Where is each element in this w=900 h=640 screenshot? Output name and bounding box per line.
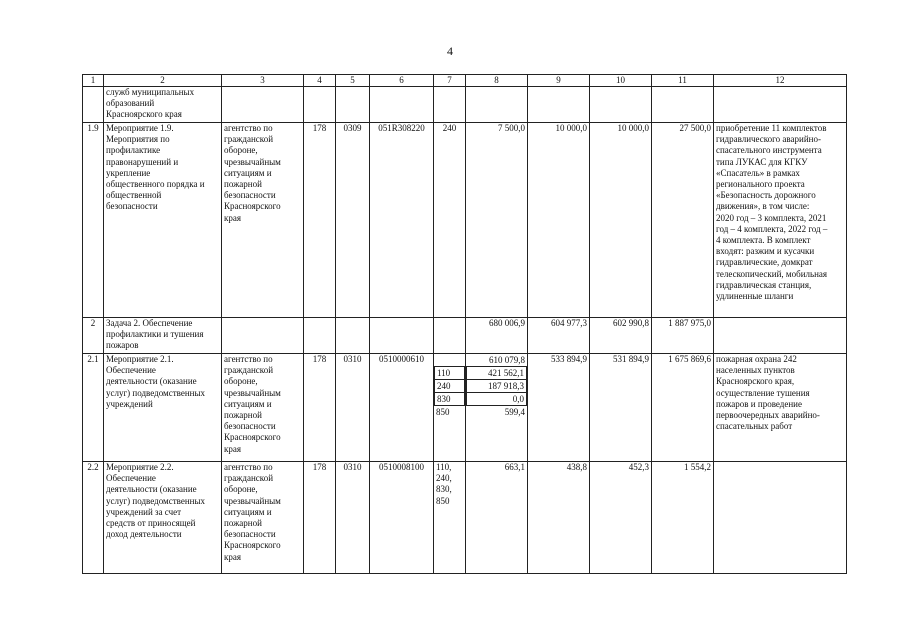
col-header-9: 9 (528, 75, 590, 87)
row-1-9-year3: 10 000,0 (590, 123, 652, 318)
row-2-2-year1: 663,1 (466, 462, 528, 574)
col-header-6: 6 (370, 75, 434, 87)
row-2-2-year2: 438,8 (528, 462, 590, 574)
col-header-5: 5 (336, 75, 370, 87)
row-2-2-agency: агентство по гражданской обороне, чрезвычайным ситуациям и пожарной безопасности Красноярского края (222, 462, 304, 574)
row-2-2-number: 2.2 (83, 462, 104, 574)
row-2-1-agency: агентство по гражданской обороне, чрезвычайным ситуациям и пожарной безопасности Красноярского края (222, 354, 304, 462)
row-2-1-rzpr: 0310 (336, 354, 370, 462)
row-2-1-year1-total: 610 079,8 (489, 355, 525, 365)
table-row-1-9 (83, 123, 847, 318)
row-cont-name: служб муниципальных образований Красноярского края (104, 87, 222, 123)
row-1-9-total: 27 500,0 (652, 123, 714, 318)
row-2-2-csr: 0510008100 (370, 462, 434, 574)
col-header-10: 10 (590, 75, 652, 87)
table-row-continuation (83, 87, 847, 123)
col-header-8: 8 (466, 75, 528, 87)
table-row-2-2 (83, 462, 847, 574)
row-2-1-year1-part-240: 187 918,3 (466, 380, 527, 393)
col-header-12: 12 (714, 75, 847, 87)
row-2-1-year1-part-830: 0,0 (466, 393, 527, 406)
row-2-1-year1-cell (466, 354, 528, 462)
row-1-9-rzpr: 0309 (336, 123, 370, 318)
col-header-1: 1 (83, 75, 104, 87)
row-1-9-year2: 10 000,0 (528, 123, 590, 318)
row-2-1-csr: 0510000610 (370, 354, 434, 462)
row-2-1-vr-110: 110 (434, 366, 465, 380)
row-2-number: 2 (83, 318, 104, 354)
column-header-row (83, 75, 847, 87)
row-2-year2: 604 977,3 (528, 318, 590, 354)
row-1-9-agency: агентство по гражданской обороне, чрезвычайным ситуациям и пожарной безопасности Красноярского края (222, 123, 304, 318)
row-2-2-rzpr: 0310 (336, 462, 370, 574)
row-2-year1: 680 006,9 (466, 318, 528, 354)
row-2-1-year3: 531 894,9 (590, 354, 652, 462)
table-row-2-1 (83, 354, 847, 462)
row-2-1-year1-part-110: 421 562,1 (466, 366, 527, 380)
page-number: 4 (447, 44, 453, 58)
row-2-1-total: 1 675 869,6 (652, 354, 714, 462)
col-header-7: 7 (434, 75, 466, 87)
row-2-2-year3: 452,3 (590, 462, 652, 574)
col-header-3: 3 (222, 75, 304, 87)
row-2-2-total: 1 554,2 (652, 462, 714, 574)
row-2-1-result: пожарная охрана 242 населенных пунктов Красноярского края, осуществление тушения пожаров и проведение первоочередных аварийно- спасательных работ (714, 354, 847, 462)
row-2-1-grbs: 178 (304, 354, 336, 462)
row-2-year3: 602 990,8 (590, 318, 652, 354)
row-1-9-name: Мероприятие 1.9. Мероприятия по профилактике правонарушений и укрепление общественного порядка и общественной безопасности (104, 123, 222, 318)
col-header-4: 4 (304, 75, 336, 87)
row-2-2-vr: 110, 240, 830, 850 (434, 462, 466, 574)
row-2-1-vr-850: 850 (436, 407, 450, 417)
row-2-1-vr-cell (434, 354, 466, 462)
row-2-total: 1 887 975,0 (652, 318, 714, 354)
row-1-9-vr: 240 (434, 123, 466, 318)
row-2-1-vr-830: 830 (434, 393, 465, 406)
budget-table (82, 74, 847, 574)
col-header-2: 2 (104, 75, 222, 87)
row-2-2-name: Мероприятие 2.2. Обеспечение деятельности (оказание услуг) подведомственных учреждений за счет средств от приносящей доход деятельности (104, 462, 222, 574)
row-2-2-grbs: 178 (304, 462, 336, 574)
row-1-9-year1: 7 500,0 (466, 123, 528, 318)
row-1-9-grbs: 178 (304, 123, 336, 318)
table-row-task-2 (83, 318, 847, 354)
row-2-1-year2: 533 894,9 (528, 354, 590, 462)
row-1-9-csr: 051R308220 (370, 123, 434, 318)
row-2-1-year1-part-850: 599,4 (504, 407, 525, 417)
row-2-1-vr-240: 240 (434, 380, 465, 393)
row-2-name: Задача 2. Обеспечение профилактики и тушения пожаров (104, 318, 222, 354)
row-1-9-result: приобретение 11 комплектов гидравлического аварийно- спасательного инструмента типа ЛУКАС для КГКУ «Спасатель» в рамках регионального проекта «Безопасность дорожного движения», в том числе: 2020 год – 3 комплекта, 2021 год – 4 комплекта, 2022 год – 4 комплекта. В комплект входят: разжим и кусачки гидравлические, домкрат телескопический, мобильная гидравлическая станция, удлиненные шланги (714, 123, 847, 318)
col-header-11: 11 (652, 75, 714, 87)
row-1-9-number: 1.9 (83, 123, 104, 318)
row-2-1-number: 2.1 (83, 354, 104, 462)
row-2-1-name: Мероприятие 2.1. Обеспечение деятельности (оказание услуг) подведомственных учреждений (104, 354, 222, 462)
